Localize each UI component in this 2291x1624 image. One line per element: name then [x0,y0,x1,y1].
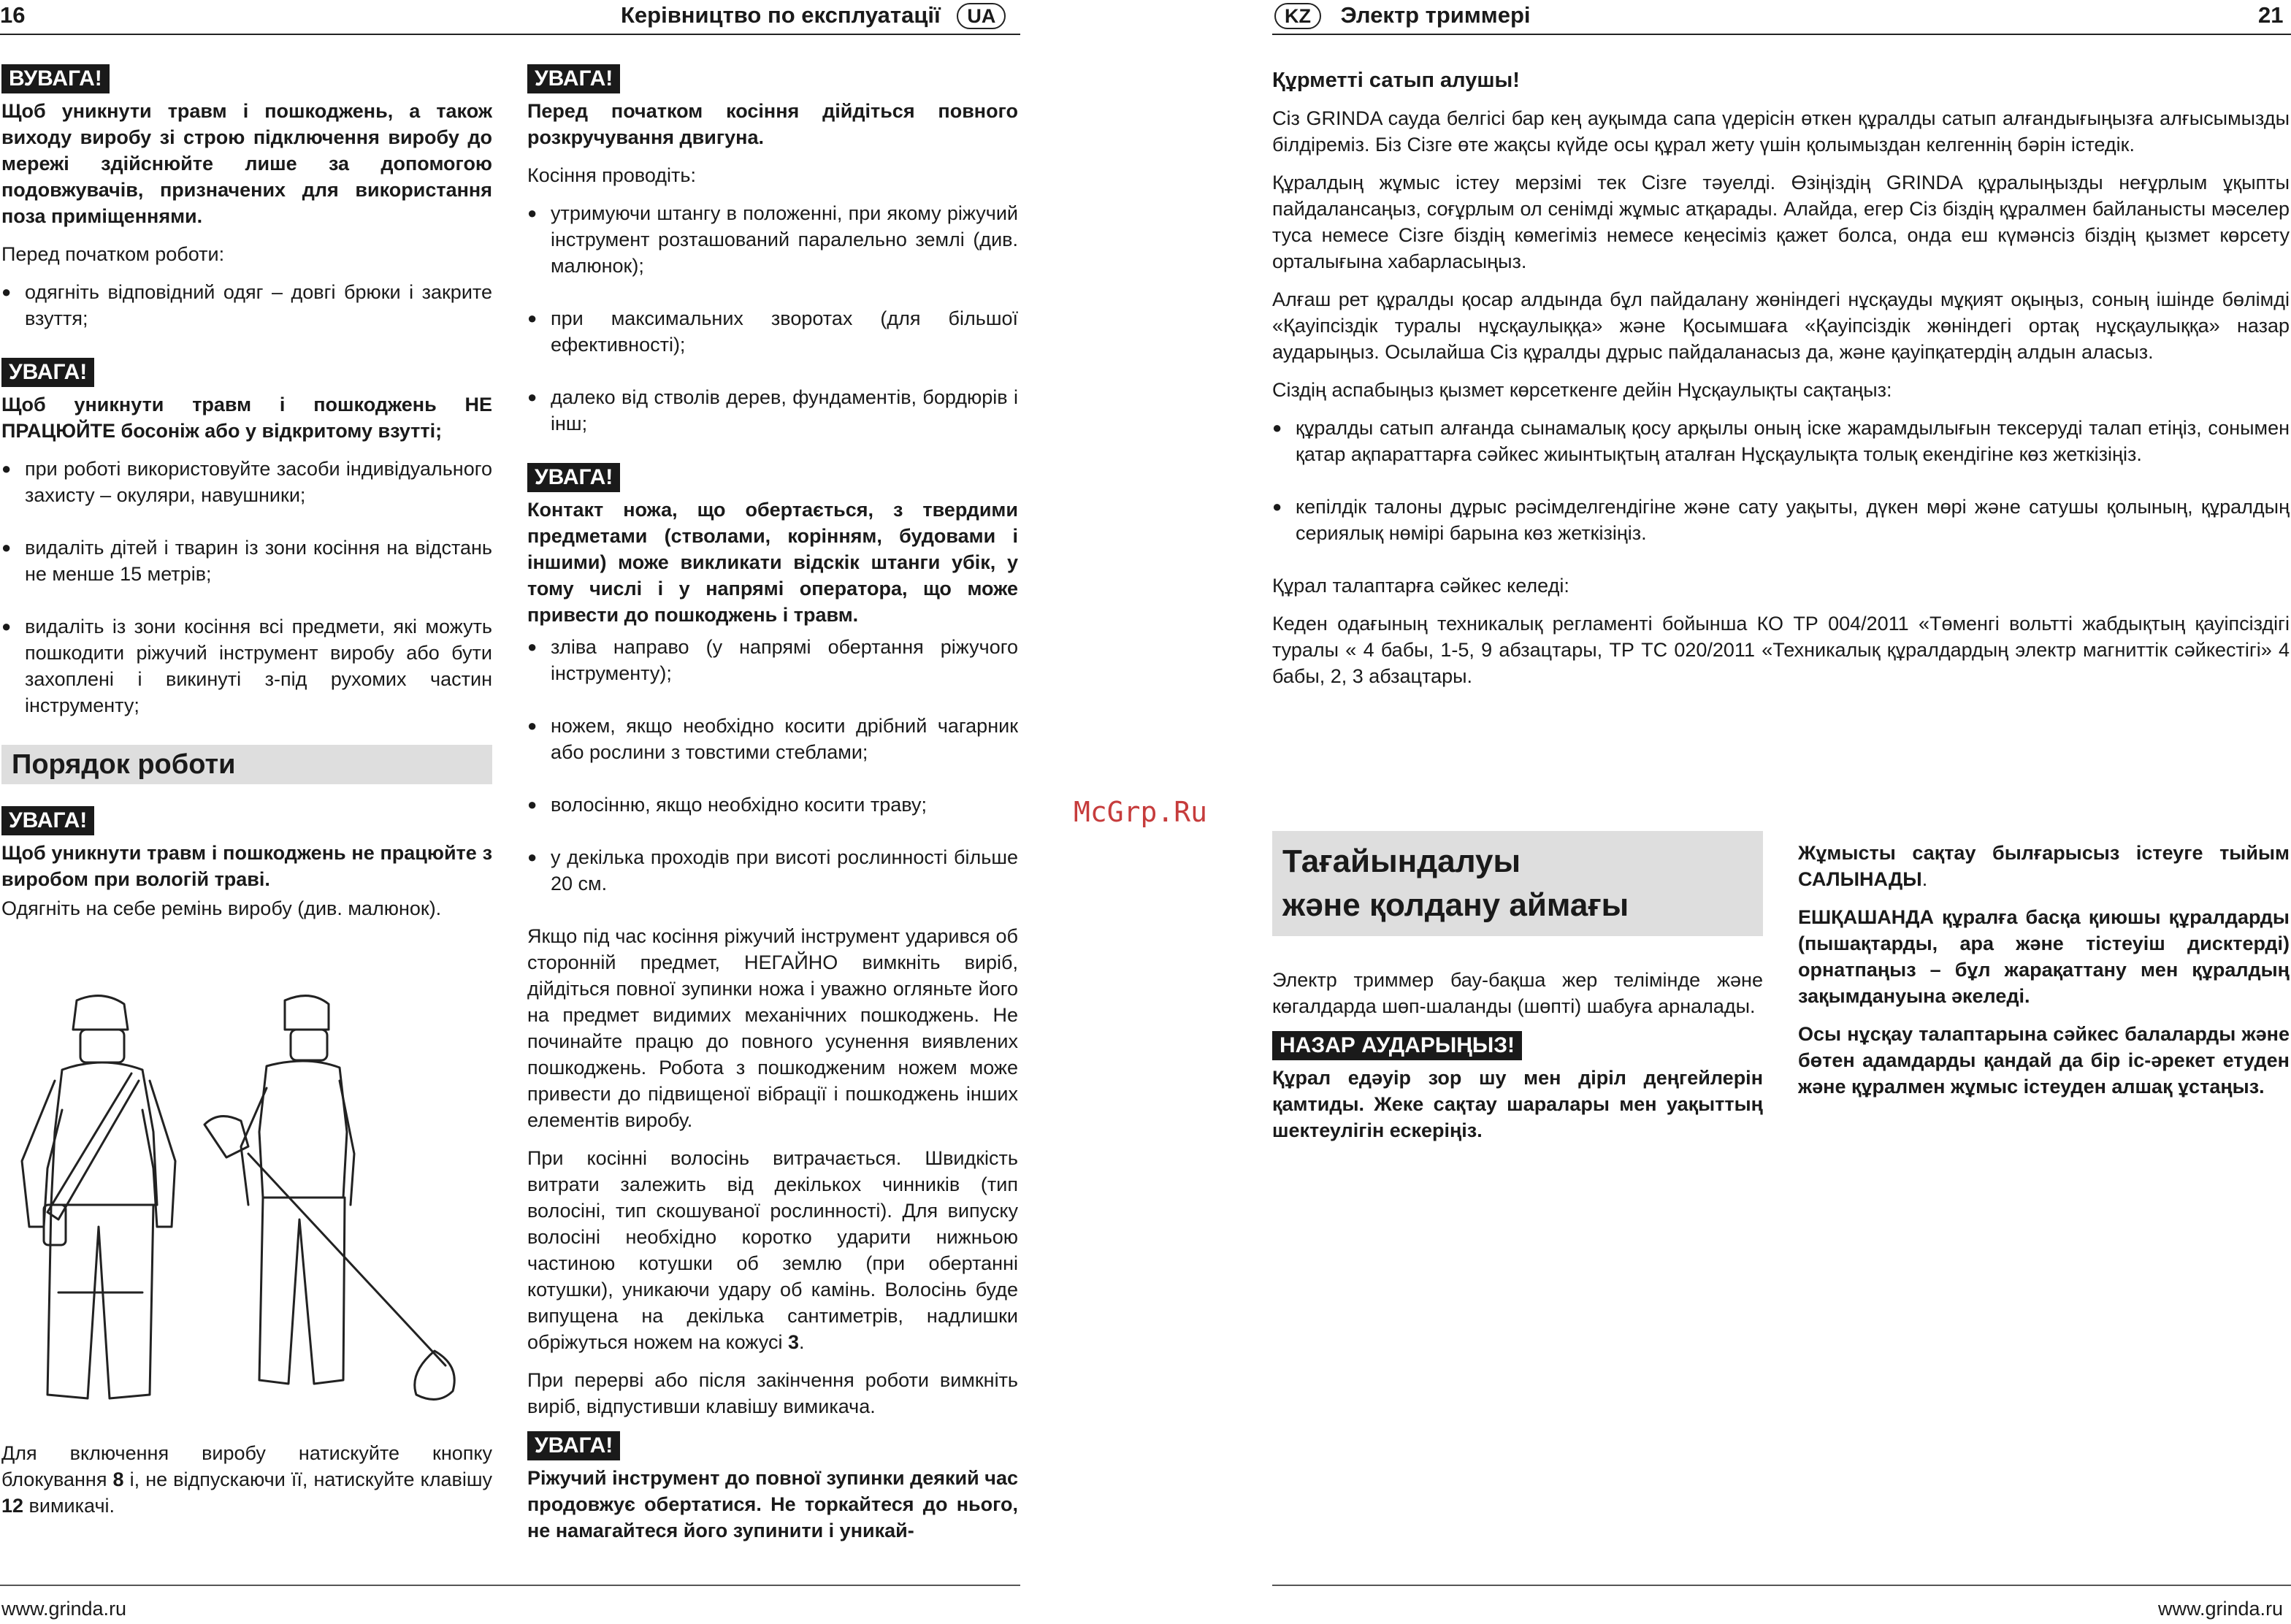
warning-badge: УВАГА! [527,64,620,93]
left-footer-rule [0,1585,1020,1586]
intro-paragraph: Сіз GRINDA сауда белгісі бар кең ауқымда сапа үдерісін өткен құралды сатып алғандығыңызға алғысымызды білдіреміз. Біз Сізге өте жақсы күйде осы құрал жету үшін қолымыздан келгеннің бәрін істедік. [1272,107,2290,156]
conformity-intro: Құрал талаптарға сәйкес келеді: [1272,575,1569,597]
purpose-column [1272,831,1763,1155]
list-item: ● одягніть відповідний одяг – довгі брюки і закрите взуття; [1,279,492,332]
right-footer-url[interactable]: www.grinda.ru [2158,1598,2284,1620]
clothing-list [1,279,492,332]
lang-badge-kz: KZ [1274,3,1321,29]
list-item: ● утримуючи штангу в положенні, при якому ріжучий інструмент розташований паралельно землі (див. малюнок); [527,200,1018,279]
left-footer-url[interactable]: www.grinda.ru [1,1598,127,1620]
list-item: ● далеко від стволів дерев, фундаментів, бордюрів і інш; [527,384,1018,437]
left-header-rule [0,34,1020,35]
list-item: ● волосінню, якщо необхідно косити траву; [527,792,1018,818]
button-number: 8 [112,1468,124,1490]
key-number: 12 [1,1495,24,1517]
right-title-text: Электр триммері [1340,2,1531,28]
belt-instruction: Одягніть на себе ремінь виробу (див. малюнок). [1,897,442,919]
right-intro-block [1272,67,2290,701]
list-item: ● ножем, якщо необхідно косити дрібний чагарник або рослини з товстими стеблами; [527,713,1018,765]
list-item: ● құралды сатып алғанда сынамалық қосу арқылы оның іске жарамдылығын тексеруді талап етіңіз, сонымен қатар ақпараттарға сәйкес жиынтықтың аталған Нұсқаулықта толық екендігіне көз жеткізіңіз. [1272,415,2290,467]
prohibition-text-a: Жұмысты сақтау былғарысыз істеуге тыйым [1798,842,2290,864]
list-item: ● видаліть дітей і тварин із зони косіння на відстань не менше 15 метрів; [1,535,492,587]
section-title-line1: Тағайындалуы [1282,843,1521,879]
safety-list [1,456,492,719]
watermark: McGrp.Ru [1074,796,1208,828]
purchase-check-list [1272,415,2290,546]
conformity-text: Кеден одағының техникалық регламенті бойынша КО ТР 004/2011 «Төменгі вольтті жабдықтың қауіпсіздігі туралы « 4 бабы, 1-5, 9 абзацтары, ТР ТС 020/2011 «Техникалық құралдардың электр магниттік сәйкестігі» 4 бабы, 2, 3 абзацтары. [1272,613,2290,687]
section-title-line2: және қолдану аймағы [1282,887,1629,923]
warning-badge: УВАГА! [1,358,94,387]
impact-paragraph: Якщо під час косіння ріжучий інструмент ударився об сторонній предмет, НЕГАЙНО вимкніть виріб, дійдіться повної зупинки ножа і уважно огляньте його на предмет видимих механічних пошкоджень. Не починайте працю до повного усунення виявлених пошкоджень. Робота з пошкодженим ножем може привести до підвищеної вібрації і пошкоджень інших елементів виробу. [527,925,1018,1131]
warning-badge: ВУВАГА! [1,64,110,93]
section-heading: Порядок роботи [1,745,492,784]
list-item: ● у декілька проходів при висоті рослинності більше 20 см. [527,844,1018,897]
switch-text-b: і, не відпускаючи її, натискуйте клавішу [123,1468,492,1490]
list-item: ● зліва направо (у напрямі обертання ріжучого інструменту); [527,634,1018,686]
right-page-title [1274,0,1531,31]
warning-text: Щоб уникнути травм і пошкоджень НЕ ПРАЦЮЙТЕ босоніж або у відкритому взутті; [1,394,492,442]
left-column-2 [527,64,1018,1555]
section-heading [1272,831,1763,936]
intro-paragraph: Алғаш рет құралды қосар алдында бұл пайдалану жөніндегі нұсқауды мұқият оқыңыз, соның ішінде бөлімді «Қауіпсіздік туралы нұсқаулыққа» және Қосымшаға «Қауіпсіздік жөніндегі ортақ нұсқаулыққа» назар аударыңыз. Осылайша Сіз құралды дұрыс пайдаланасыз да, және қауіпқатердің алдын аласыз. [1272,288,2290,363]
before-work-label: Перед початком роботи: [1,243,225,265]
greeting: Құрметті сатып алушы! [1272,69,1520,92]
attention-badge: НАЗАР АУДАРЫҢЫЗ! [1272,1031,1522,1060]
list-item: ● при максимальних зворотах (для більшої ефективності); [527,305,1018,358]
intro-paragraph: Сіздің аспабыңыз қызмет көрсеткенге дейін Нұсқаулықты сақтаңыз: [1272,379,1892,401]
prohibition-paragraph: Осы нұсқау талаптарына сәйкес балаларды және бөтен адамдарды қандай да бір іс-әрекет етуден және құралмен жұмыс істеуден алшақ ұстаңыз. [1798,1023,2290,1098]
switch-text-a: Для включення виробу натискуйте кнопку блокування [1,1442,492,1490]
line-paragraph [527,1145,1018,1355]
switch-instruction [1,1440,492,1531]
left-title-text: Керівництво по експлуатації [621,2,941,28]
lang-badge-ua: UA [957,3,1006,29]
right-page-number: 21 [2258,2,2284,28]
prohibition-paragraph: ЕШҚАШАНДА құралға басқа қиюшы құралдарды (пышақтарды, ара және тістеуіш дисктерді) орнатпаңыз – бұл жарақаттану мен құралдың зақымдануына әкеледі. [1798,906,2290,1007]
warning-badge: УВАГА! [1,806,94,835]
list-item: ● при роботі використовуйте засоби індивідуального захисту – окуляри, навушники; [1,456,492,508]
warning-text: Щоб уникнути травм і пошкоджень не працюйте з виробом при вологій траві. [1,842,492,890]
mowing-position-list [527,200,1018,437]
left-page-title [621,0,1006,31]
prohibitions-column [1798,840,2290,1111]
warning-badge: УВАГА! [527,463,620,492]
left-column-1 [1,64,492,933]
mow-intro: Косіння проводіть: [527,164,696,186]
line-text-a: При косінні волосінь витрачається. Швидкість витрати залежить від декількох чинників (тип волосіні, тип скошуваної рослинності). Для випуску волосіні необхідно коротко ударити нижньою частиною котушки об землю (при обертанні котушки), уникаючи удару об камінь. Волосінь буде випущена на декілька сантиметрів, надлишки обріжуться ножем на кожусі [527,1147,1018,1353]
mowing-direction-list [527,634,1018,897]
list-item: ● видаліть із зони косіння всі предмети, які можуть пошкодити ріжучий інструмент виробу або бути захоплені і викинуті з-під рухомих частин інструменту; [1,613,492,719]
intro-paragraph: Құралдың жұмыс істеу мерзімі тек Сізге тәуелді. Өзіңіздің GRINDA құралыңызды неғұрлым ұқыпты пайдалансаңыз, соғұрлым ол сенімді жұмыс атқарады. Алайда, егер Сіз біздің құралмен байланысты мәселер туса немесе Сізге біздің көмегіміз немесе кеңесіміз қажет болса, онда еш күмәнсіз біздің қызмет көрсету орталығына хабарласыңыз. [1272,172,2290,272]
operator-illustration [7,986,489,1417]
warning-text: Перед початком косіння дійдіться повного розкручування двигуна. [527,100,1018,148]
switch-text-c: вимикачі. [23,1495,115,1517]
list-item: ● кепілдік талоны дұрыс рәсімделгендігіне және сату уақыты, дүкен мөрі және сатушы қолының, құралдың сериялық нөмірі барына көз жеткізіңіз. [1272,494,2290,546]
operator-front-figure [22,996,175,1398]
right-header-rule [1272,34,2291,35]
operator-side-figure [204,996,454,1400]
warning-badge: УВАГА! [527,1431,620,1460]
prohibition-emphasis: САЛЫНАДЫ [1798,868,1922,890]
prohibition-text-c: . [1921,868,1928,890]
line-text-b: . [799,1331,805,1353]
warning-text: Ріжучий інструмент до повної зупинки деякий час продовжує обертатися. Не торкайтеся до нього, не намагайтеся його зупинити і уникай- [527,1467,1018,1541]
left-page-number: 16 [0,2,26,28]
stop-paragraph: При перерві або після закінчення роботи вимкніть виріб, відпустивши клавішу вимикача. [527,1369,1018,1417]
prohibition-paragraph [1798,840,2290,892]
warning-text: Контакт ножа, що обертається, з твердими предметами (стволами, корінням, будовами і іншими) може викликати відскік штанги убік, у тому числі і у напрямі оператора, що може привести до пошкоджень і травм. [527,499,1018,626]
purpose-text: Электр триммер бау-бақша жер телімінде және көгалдарда шөп-шаланды (шөпті) шабуға арналады. [1272,969,1763,1017]
right-footer-rule [1272,1585,2291,1586]
warning-text: Щоб уникнути травм і пошкоджень, а також виходу виробу зі строю підключення виробу до мережі здійснюйте лише за допомогою подовжувачів, призначених для використання поза приміщеннями. [1,100,492,227]
attention-text: Құрал едәуір зор шу мен діріл деңгейлерін қамтиды. Жеке сақтау шаралары мен уақыттың шектеулігін ескеріңіз. [1272,1067,1763,1141]
cover-number: 3 [788,1331,800,1353]
